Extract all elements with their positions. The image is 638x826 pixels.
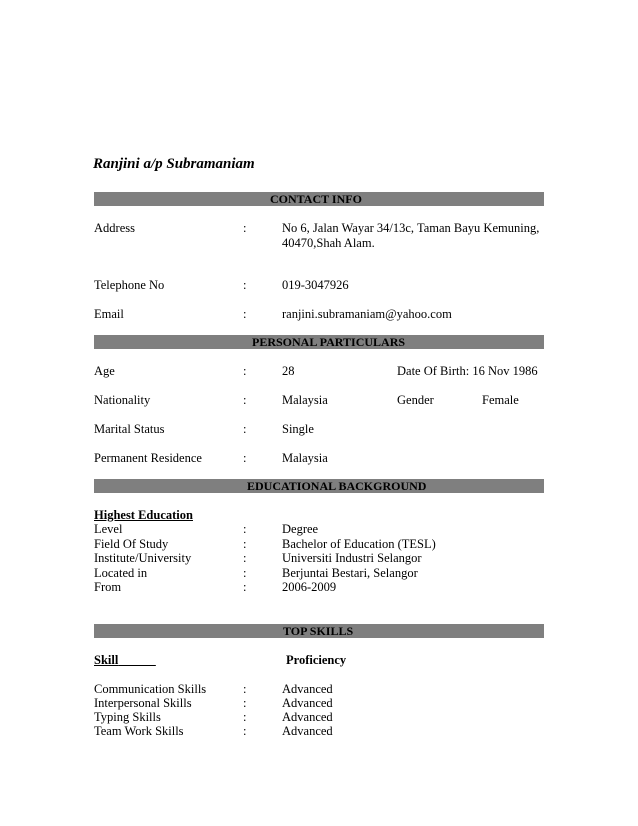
nationality-value: Malaysia [282,393,328,407]
gender-value: Female [482,393,519,407]
colon: : [243,422,247,436]
dob-value: Date Of Birth: 16 Nov 1986 [397,364,538,378]
phone-label: Telephone No [94,278,165,292]
edu-location-value: Berjuntai Bestari, Selangor [282,566,418,580]
skill-value: Advanced [282,696,333,710]
skill-label: Interpersonal Skills [94,696,192,710]
colon: : [243,551,247,565]
edu-from-value: 2006-2009 [282,580,337,594]
skill-header-text: Skill [94,653,119,667]
proficiency-column-header: Proficiency [286,653,347,667]
skill-header-underline [118,653,156,667]
edu-level-value: Degree [282,522,319,536]
marital-value: Single [282,422,314,436]
colon: : [243,580,247,594]
section-bar-skills [94,624,544,638]
colon: : [243,364,247,378]
section-bar-personal [94,335,544,349]
section-title-skills: TOP SKILLS [283,624,354,638]
skill-label: Typing Skills [94,710,161,724]
residence-value: Malaysia [282,451,328,465]
gender-label: Gender [397,393,434,407]
section-title-contact: CONTACT INFO [270,192,362,206]
address-line-2: 40470,Shah Alam. [282,236,375,250]
edu-from-label: From [94,580,122,594]
colon: : [243,682,247,696]
edu-field-label: Field Of Study [94,537,169,551]
age-value: 28 [282,364,295,378]
edu-level-label: Level [94,522,123,536]
skill-column-header [94,653,156,668]
section-title-education: EDUCATIONAL BACKGROUND [247,479,427,493]
section-title-personal: PERSONAL PARTICULARS [252,335,406,349]
edu-location-label: Located in [94,566,148,580]
age-label: Age [94,364,115,378]
skill-label: Communication Skills [94,682,207,696]
colon: : [243,393,247,407]
skill-value: Advanced [282,710,333,724]
colon: : [243,696,247,710]
colon: : [243,537,247,551]
colon: : [243,221,247,235]
candidate-name: Ranjini a/p Subramaniam [93,156,255,172]
edu-institute-label: Institute/University [94,551,192,565]
education-heading: Highest Education [94,508,193,522]
address-line-1: No 6, Jalan Wayar 34/13c, Taman Bayu Kemuning, [282,221,540,235]
colon: : [243,278,247,292]
skill-value: Advanced [282,724,333,738]
skill-value: Advanced [282,682,333,696]
colon: : [243,566,247,580]
address-label: Address [94,221,135,235]
colon: : [243,307,247,321]
edu-field-value: Bachelor of Education (TESL) [282,537,436,551]
colon: : [243,710,247,724]
email-value: ranjini.subramaniam@yahoo.com [282,307,452,321]
residence-label: Permanent Residence [94,451,202,465]
nationality-label: Nationality [94,393,151,407]
phone-value: 019-3047926 [282,278,349,292]
section-bar-contact [94,192,544,206]
colon: : [243,724,247,738]
edu-institute-value: Universiti Industri Selangor [282,551,422,565]
marital-label: Marital Status [94,422,165,436]
skill-label: Team Work Skills [94,724,184,738]
colon: : [243,451,247,465]
colon: : [243,522,247,536]
section-bar-education [94,479,544,493]
email-label: Email [94,307,124,321]
